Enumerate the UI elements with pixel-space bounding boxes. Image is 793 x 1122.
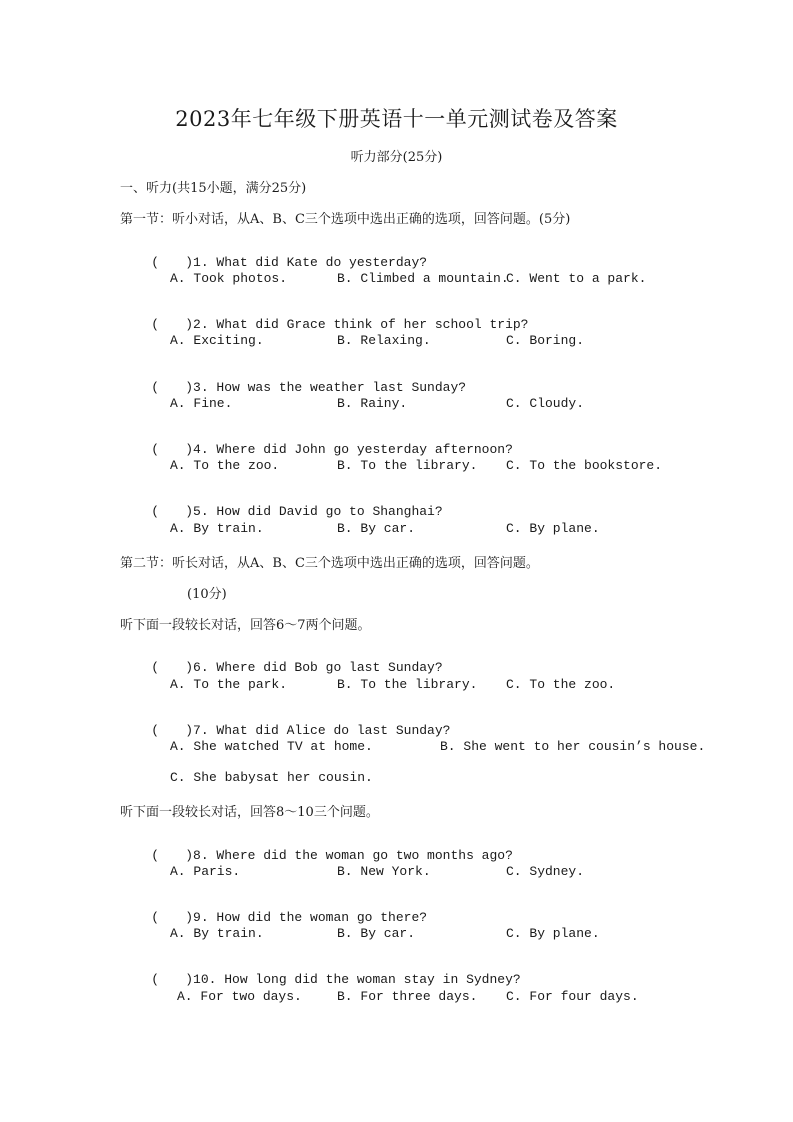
option-c: C. To the zoo. [506,677,616,692]
question-text: )7. What did Alice do last Sunday? [185,723,451,738]
answer-blank[interactable]: ( [151,848,160,863]
option-b: B. By car. [337,521,416,536]
question-text: )1. What did Kate do yesterday? [185,255,428,270]
option-b: B. For three days. [337,989,478,1004]
option-c: C. She babysat her cousin. [170,770,373,785]
option-b: B. By car. [337,926,416,941]
option-c: C. By plane. [506,521,600,536]
option-c: C. For four days. [506,989,639,1004]
answer-blank[interactable]: ( [151,723,160,738]
question-text: )9. How did the woman go there? [185,910,428,925]
option-a: A. By train. [170,521,264,536]
question-text: )3. How was the weather last Sunday? [185,380,467,395]
option-a: A. For two days. [177,989,302,1004]
option-b: B. To the library. [337,677,478,692]
option-a: A. She watched TV at home. [170,739,373,754]
answer-blank[interactable]: ( [151,910,160,925]
option-c: C. By plane. [506,926,600,941]
option-c: C. Went to a park. [506,271,647,286]
option-a: A. By train. [170,926,264,941]
option-a: A. Took photos. [170,271,288,286]
option-c: C. Sydney. [506,864,585,879]
section2-score: (10分) [187,587,227,602]
section2-heading: 第二节：听长对话，从A、B、C三个选项中选出正确的选项，回答问题。 [120,556,539,571]
answer-blank[interactable]: ( [151,972,160,987]
option-a: A. Exciting. [170,333,264,348]
answer-blank[interactable]: ( [151,255,160,270]
option-b: B. Rainy. [337,396,408,411]
option-b: B. To the library. [337,458,478,473]
option-a: A. Paris. [170,864,241,879]
answer-blank[interactable]: ( [151,504,160,519]
section1-heading: 第一节：听小对话，从A、B、C三个选项中选出正确的选项，回答问题。(5分) [120,212,571,227]
question-text: )5. How did David go to Shanghai? [185,504,443,519]
option-b: B. New York. [337,864,431,879]
option-c: C. To the bookstore. [506,458,663,473]
answer-blank[interactable]: ( [151,317,160,332]
document-title: 2023年七年级下册英语十一单元测试卷及答案 [175,107,618,131]
part-heading: 一、听力(共15小题，满分25分) [120,181,307,196]
question-text: )10. How long did the woman stay in Sydney? [185,972,521,987]
option-a: A. Fine. [170,396,233,411]
answer-blank[interactable]: ( [151,660,160,675]
answer-blank[interactable]: ( [151,380,160,395]
option-c: C. Cloudy. [506,396,585,411]
answer-blank[interactable]: ( [151,442,160,457]
option-b: B. Relaxing. [337,333,431,348]
question-text: )8. Where did the woman go two months ago? [185,848,513,863]
question-text: )6. Where did Bob go last Sunday? [185,660,443,675]
option-a: A. To the park. [170,677,288,692]
dialogue-instruction-2: 听下面一段较长对话，回答8～10三个问题。 [120,805,379,820]
option-a: A. To the zoo. [170,458,280,473]
option-b: B. Climbed a mountain. [337,271,509,286]
question-text: )2. What did Grace think of her school trip? [185,317,529,332]
dialogue-instruction-1: 听下面一段较长对话，回答6～7两个问题。 [120,618,371,633]
option-c: C. Boring. [506,333,585,348]
option-b: B. She went to her cousin’s house. [440,739,706,754]
question-text: )4. Where did John go yesterday afternoon? [185,442,513,457]
listening-section-subtitle: 听力部分(25分) [350,150,443,165]
